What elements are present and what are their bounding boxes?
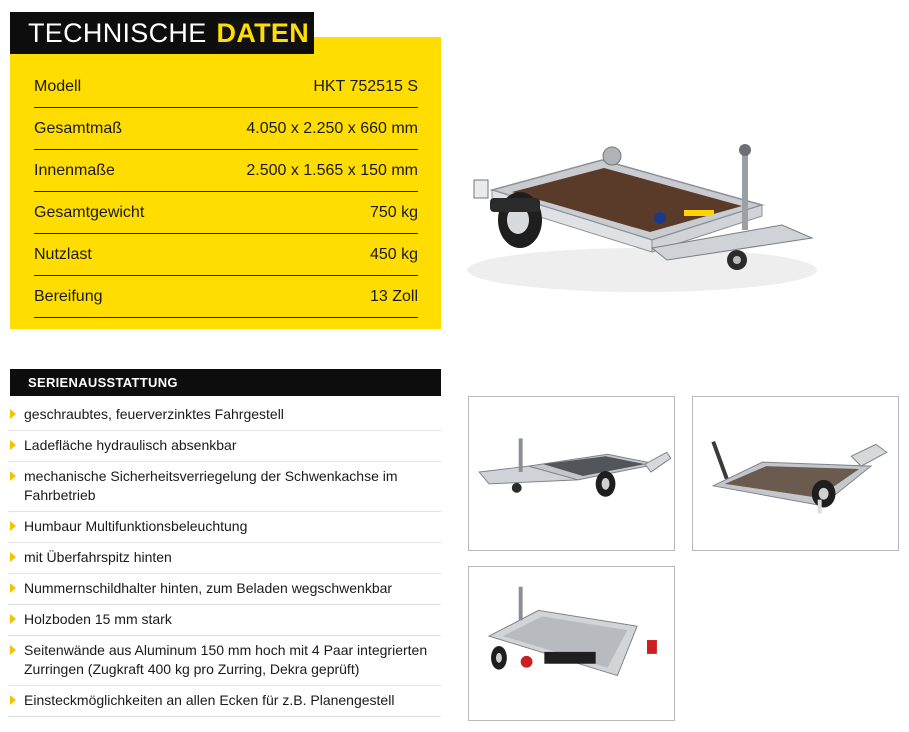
spec-row-total-weight [34,193,418,234]
bullet-icon [10,409,16,419]
bullet-icon [10,695,16,705]
spec-label: Modell [34,78,82,95]
list-item [8,512,441,543]
spec-label: Gesamtgewicht [34,204,145,221]
bullet-icon [10,521,16,531]
spec-value: 750 kg [369,204,418,221]
trailer-main-image [452,120,832,300]
list-item-text: Einsteckmöglichkeiten an allen Ecken für z.B. Planengestell [24,692,395,708]
spec-row-model [34,67,418,108]
list-item [8,636,441,686]
spec-label: Bereifung [34,288,103,305]
list-item-text: Nummernschildhalter hinten, zum Beladen wegschwenkbar [24,580,393,596]
bullet-icon [10,583,16,593]
list-item-text: mechanische Sicherheitsverriegelung der Schwenkachse im Fahrbetrieb [24,468,398,503]
list-item [8,431,441,462]
spec-value: 13 Zoll [369,288,418,305]
spec-row-overall-dimensions [34,109,418,150]
list-item [8,462,441,512]
thumbnail-side-view[interactable] [468,396,675,551]
list-item [8,400,441,431]
thumbnail-top-view[interactable] [692,396,899,551]
equipment-title: SERIENAUSSTATTUNG [10,369,441,396]
spec-label: Nutzlast [34,246,92,263]
list-item-text: mit Überfahrspitz hinten [24,549,172,565]
tech-data-title-yellow: DATEN [216,17,310,48]
list-item-text: Holzboden 15 mm stark [24,611,172,627]
tech-data-table [34,67,418,319]
tech-data-title-white: TECHNISCHE [28,17,207,48]
list-item-text: geschraubtes, feuerverzinktes Fahrgestell [24,406,284,422]
bullet-icon [10,471,16,481]
list-item-text: Seitenwände aus Aluminum 150 mm hoch mit 4 Paar integrierten Zurringen (Zugkraft 400 kg pro Zurring, Dekra geprüft) [24,642,428,677]
spec-row-inner-dimensions [34,151,418,192]
spec-value: 4.050 x 2.250 x 660 mm [246,120,418,137]
bullet-icon [10,440,16,450]
list-item [8,543,441,574]
spec-value: 450 kg [369,246,418,263]
spec-label: Innenmaße [34,162,115,179]
bullet-icon [10,552,16,562]
spec-row-payload [34,235,418,276]
list-item [8,605,441,636]
list-item [8,686,441,717]
list-item-text: Humbaur Multifunktionsbeleuchtung [24,518,248,534]
spec-row-tyres [34,277,418,318]
spec-label: Gesamtmaß [34,120,123,137]
tech-data-title [10,12,314,54]
spec-value: HKT 752515 S [313,78,418,95]
bullet-icon [10,645,16,655]
equipment-list [8,400,441,717]
list-item [8,574,441,605]
spec-value: 2.500 x 1.565 x 150 mm [246,162,418,179]
list-item-text: Ladefläche hydraulisch absenkbar [24,437,237,453]
bullet-icon [10,614,16,624]
thumbnail-rear-view[interactable] [468,566,675,721]
